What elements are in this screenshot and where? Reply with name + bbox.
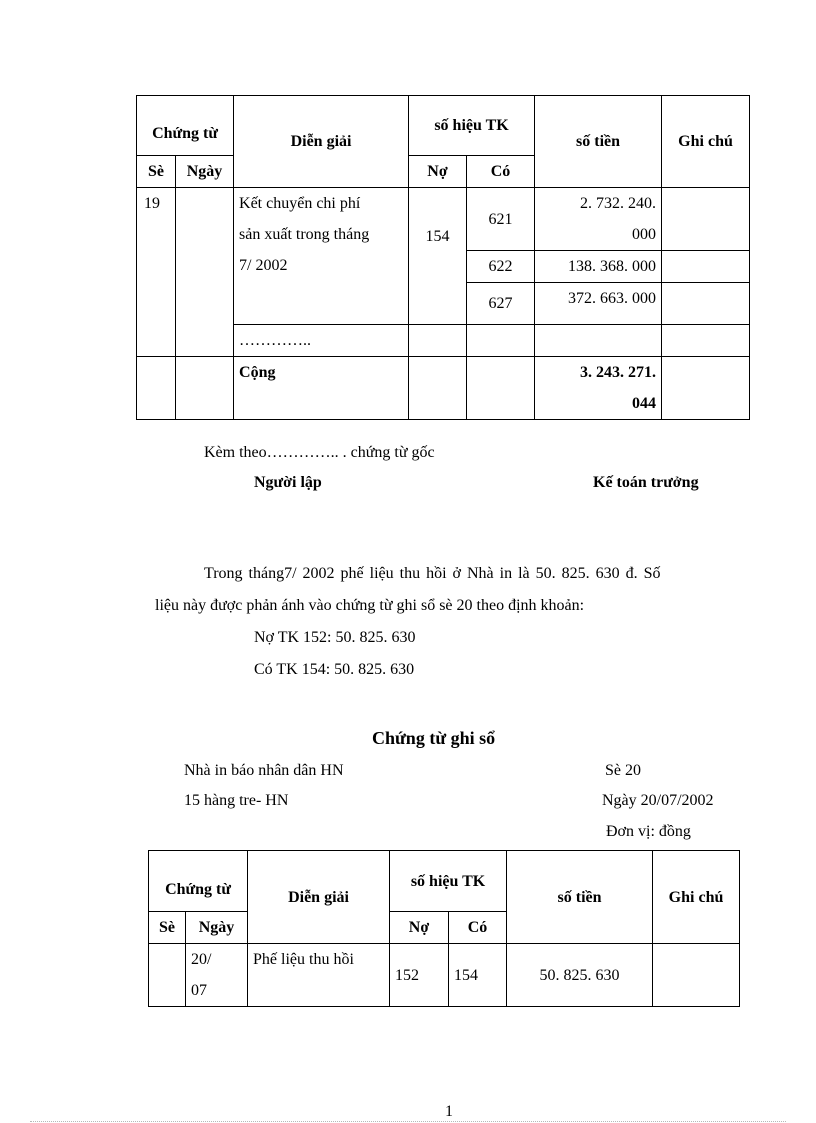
empty-cell — [137, 357, 176, 420]
row-co-622: 622 — [467, 251, 535, 283]
row-amount-621: 2. 732. 240. 000 — [535, 188, 662, 251]
row-se — [149, 944, 186, 1007]
dien-giai-line: 7/ 2002 — [239, 257, 288, 274]
row-ghi-chu — [662, 251, 750, 283]
row-no: 154 — [409, 188, 467, 325]
empty-cell — [662, 325, 750, 357]
total-amount: 3. 243. 271. 044 — [535, 357, 662, 420]
signer-right: Kế toán trưởng — [593, 474, 699, 491]
header-ghi-chu: Ghi chú — [662, 96, 750, 188]
empty-cell — [535, 325, 662, 357]
header-co: Có — [467, 156, 535, 188]
ledger-table-2 — [148, 850, 740, 1007]
header-se: Sè — [137, 156, 176, 188]
row-amount-627: 372. 663. 000 — [535, 283, 662, 325]
row-ngay: 20/ 07 — [186, 944, 248, 1007]
voucher-title: Chứng từ ghi sổ — [372, 728, 496, 748]
header-so-hieu-tk: số hiệu TK — [409, 96, 535, 156]
dien-giai-line: sản xuất trong tháng — [239, 226, 370, 243]
row-dien-giai: Phế liệu thu hồi — [248, 944, 390, 1007]
row-dien-giai — [234, 188, 409, 325]
header-chung-tu: Chứng từ — [149, 851, 248, 912]
header-co: Có — [449, 912, 507, 944]
voucher-number: Sè 20 — [605, 762, 641, 779]
header-dien-giai: Diễn giải — [234, 96, 409, 188]
total-label: Cộng — [234, 357, 409, 420]
voucher-org: Nhà in báo nhân dân HN — [184, 762, 344, 779]
header-no: Nợ — [409, 156, 467, 188]
row-amount-622: 138. 368. 000 — [535, 251, 662, 283]
paragraph-line-1: Trong tháng7/ 2002 phế liệu thu hồi ở Nhà in là 50. 825. 630 đ. Số — [204, 565, 661, 582]
header-so-hieu-tk: số hiệu TK — [390, 851, 507, 912]
row-dots: ………….. — [234, 325, 409, 357]
empty-cell — [467, 325, 535, 357]
row-ghi-chu — [653, 944, 740, 1007]
row-ngay — [176, 188, 234, 357]
page-number: 1 — [445, 1103, 453, 1120]
page-bottom-rule — [30, 1121, 786, 1122]
signer-left: Người lập — [254, 474, 322, 491]
row-co-627: 627 — [467, 283, 535, 325]
header-ghi-chu: Ghi chú — [653, 851, 740, 944]
header-dien-giai: Diễn giải — [248, 851, 390, 944]
empty-cell — [467, 357, 535, 420]
empty-cell — [409, 357, 467, 420]
empty-cell — [662, 357, 750, 420]
dien-giai-line: Kết chuyển chi phí — [239, 195, 361, 212]
row-ghi-chu — [662, 283, 750, 325]
row-ghi-chu — [662, 188, 750, 251]
row-co: 154 — [449, 944, 507, 1007]
header-no: Nợ — [390, 912, 449, 944]
header-ngay: Ngày — [186, 912, 248, 944]
empty-cell — [409, 325, 467, 357]
entry-credit: Có TK 154: 50. 825. 630 — [254, 661, 415, 678]
row-co-621: 621 — [467, 188, 535, 251]
header-so-tien: số tiền — [535, 96, 662, 188]
voucher-date: Ngày 20/07/2002 — [602, 792, 714, 809]
row-amount: 50. 825. 630 — [507, 944, 653, 1007]
attach-line: Kèm theo………….. . chứng từ gốc — [204, 444, 435, 461]
voucher-address: 15 hàng tre- HN — [184, 792, 289, 809]
header-ngay: Ngày — [176, 156, 234, 188]
voucher-unit: Đơn vị: đồng — [606, 823, 691, 840]
header-chung-tu: Chứng từ — [137, 96, 234, 156]
row-se: 19 — [137, 188, 176, 357]
paragraph-line-2: liệu này được phản ánh vào chứng từ ghi sổ sè 20 theo định khoản: — [155, 597, 585, 614]
ledger-table-1 — [136, 95, 750, 420]
row-no: 152 — [390, 944, 449, 1007]
empty-cell — [176, 357, 234, 420]
header-so-tien: số tiền — [507, 851, 653, 944]
header-se: Sè — [149, 912, 186, 944]
entry-debit: Nợ TK 152: 50. 825. 630 — [254, 629, 416, 646]
